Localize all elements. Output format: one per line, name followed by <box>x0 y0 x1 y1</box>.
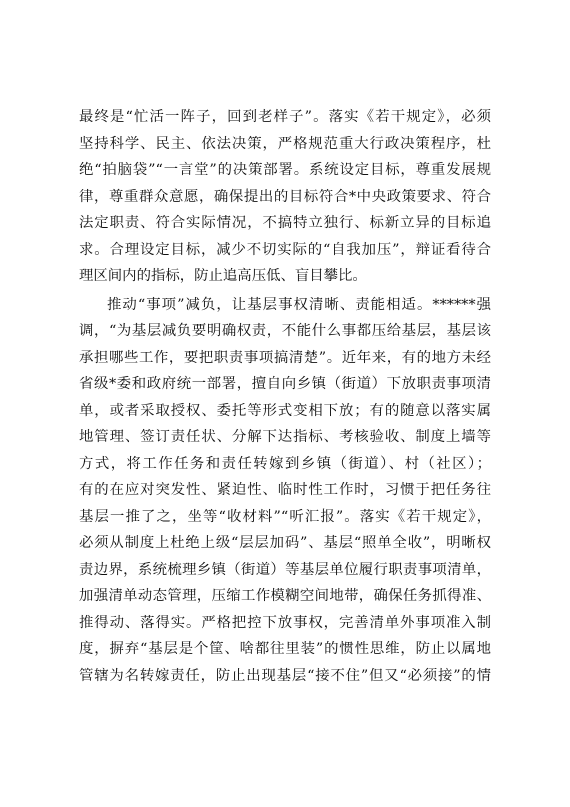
text-line: 绝“拍脑袋”“一言堂”的决策部署。系统设定目标，尊重发展规 <box>79 162 491 178</box>
text-line: 度，摒弃“基层是个筐、啥都往里装”的惯性思维，防止以属地 <box>79 641 491 657</box>
text-line: 承担哪些工作，要把职责事项搞清楚”。近年来，有的地方未经 <box>79 349 491 366</box>
text-line: 求。合理设定目标，减少不切实际的“自我加压”，辩证看待合 <box>79 241 491 258</box>
paragraph-1 <box>79 104 491 290</box>
text-line: 律，尊重群众意愿，确保提出的目标符合*中央政策要求、符合 <box>79 188 491 205</box>
text-line: 单，或者采取授权、委托等形式变相下放；有的随意以落实属 <box>79 402 491 419</box>
text-line: 加强清单动态管理，压缩工作模糊空间地带，确保任务抓得准、 <box>79 588 491 604</box>
text-line: 推得动、落得实。严格把控下放事权，完善清单外事项准入制 <box>79 614 491 631</box>
text-line: 必须从制度上杜绝上级“层层加码”、基层“照单全收”，明晰权 <box>79 535 491 551</box>
paragraph-2 <box>79 292 491 690</box>
text-line: 方式，将工作任务和责任转嫁到乡镇（街道）、村（社区）； <box>79 455 491 472</box>
text-line: 最终是“忙活一阵子，回到老样子”。落实《若干规定》，必须 <box>79 109 491 125</box>
body-text <box>79 104 491 689</box>
text-line: 管辖为名转嫁责任，防止出现基层“接不住”但又“必须接”的情 <box>79 667 491 684</box>
text-line: 法定职责、符合实际情况，不搞特立独行、标新立异的目标追 <box>79 215 491 231</box>
text-line: 理区间内的指标，防止追高压低、盲目攀比。 <box>79 268 367 284</box>
text-line: 坚持科学、民主、依法决策，严格规范重大行政决策程序，杜 <box>79 135 491 152</box>
text-line: 责边界，系统梳理乡镇（街道）等基层单位履行职责事项清单， <box>79 561 491 578</box>
text-line: 基层一推了之，坐等“收材料”“听汇报”。落实《若干规定》， <box>79 508 491 525</box>
text-line: 推动“事项”减负，让基层事权清晰、责能相适。******强 <box>107 296 491 313</box>
text-line: 有的在应对突发性、紧迫性、临时性工作时，习惯于把任务往 <box>79 482 491 498</box>
text-line: 地管理、签订责任状、分解下达指标、考核验收、制度上墙等 <box>79 429 491 445</box>
text-line: 调，“为基层减负要明确权责，不能什么事都压给基层，基层该 <box>79 323 491 339</box>
text-line: 省级*委和政府统一部署，擅自向乡镇（街道）下放职责事项清 <box>79 376 491 392</box>
